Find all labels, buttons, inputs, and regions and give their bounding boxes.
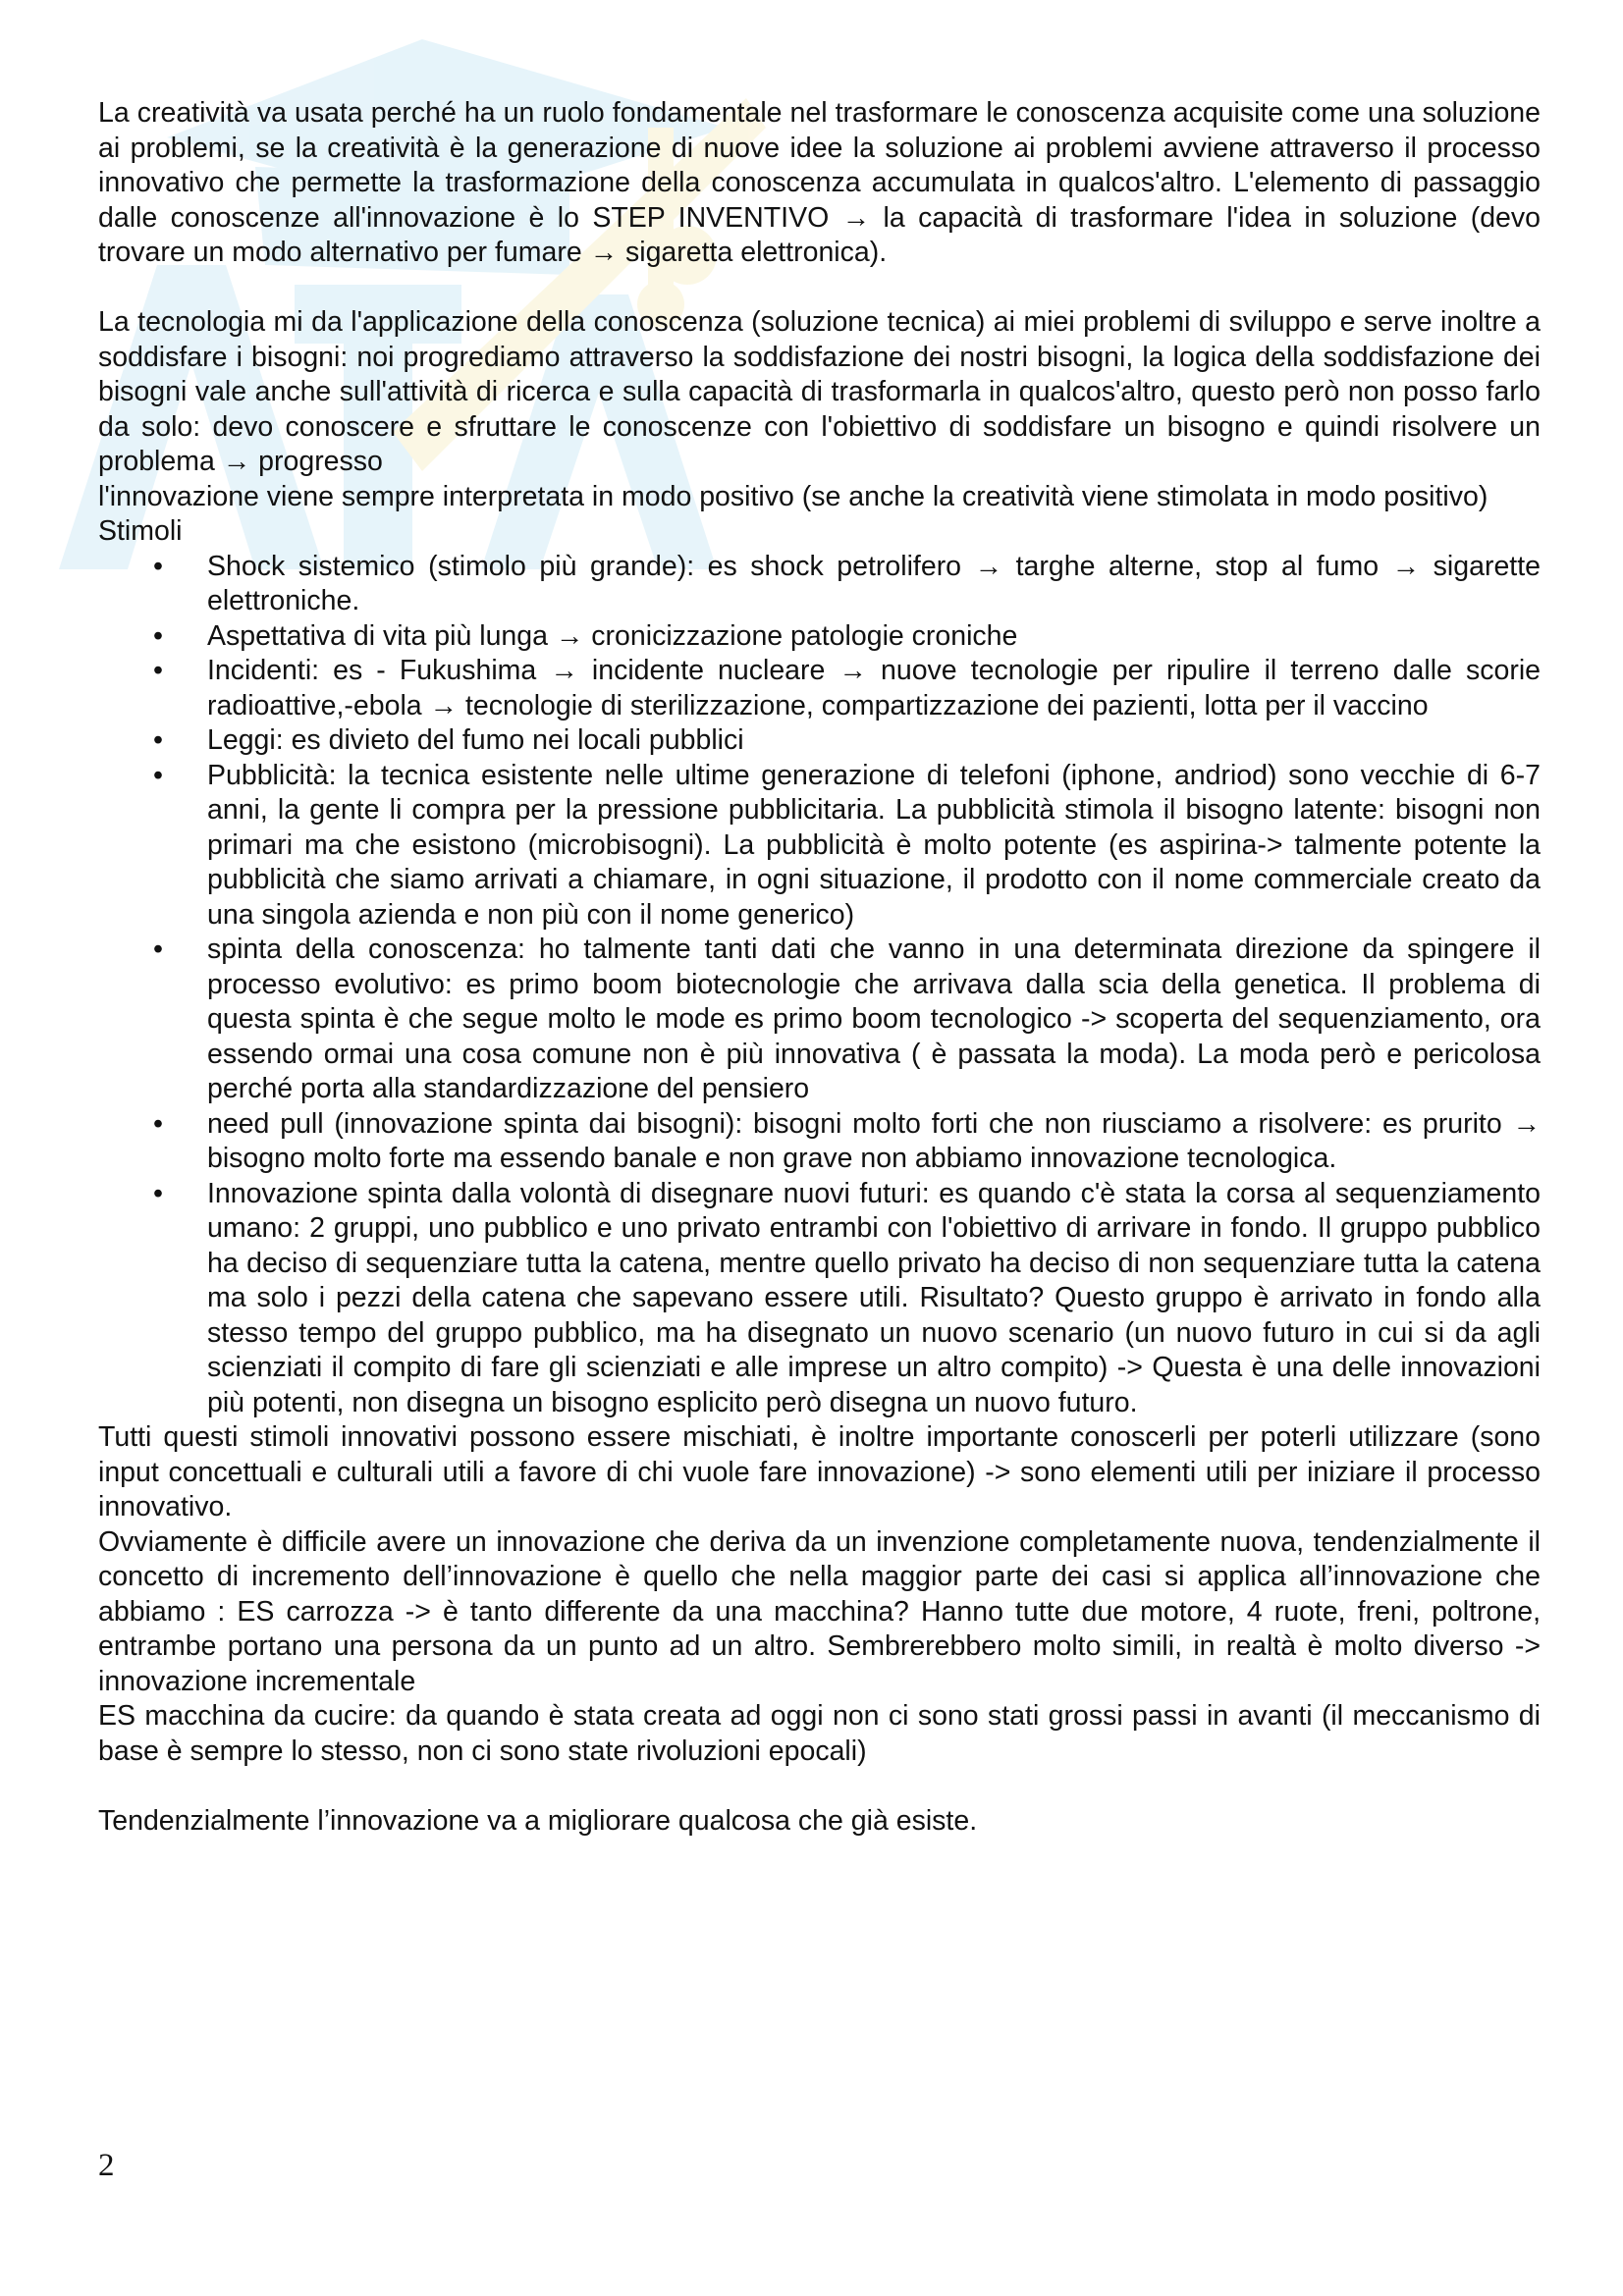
list-item-text: need pull (innovazione spinta dai bisogni): bisogni molto forti che non riusciamo a risolvere: es prurito → bisogno molto forte ma essendo banale e non grave non abbiamo innovazione tecnologica. — [207, 1107, 1541, 1174]
list-item-text: Aspettativa di vita più lunga → cronicizzazione patologie croniche — [207, 619, 1018, 652]
bullet-icon: • — [153, 1177, 163, 1209]
bullet-icon: • — [153, 934, 163, 965]
paragraph-incremental: Ovviamente è difficile avere un innovazione che deriva da un invenzione completamente nuova, tendenzialmente il concetto di incremento dell’innovazione è quello che nella maggior parte dei casi si applica all’innovazione che abbiamo : ES carrozza -> è tanto differente da una macchina? Hanno tutte due motore, 4 ruote, freni, poltrone, entrambe portano una persona da un punto ad un altro. Sembrerebbero molto simili, in realtà è molto diverso -> innovazione incrementale — [98, 1525, 1541, 1697]
paragraph-innovation-positive: l'innovazione viene sempre interpretata in modo positivo (se anche la creatività viene stimolata in modo positivo) — [98, 480, 1488, 512]
page-number: 2 — [98, 2148, 115, 2183]
bullet-icon: • — [153, 619, 163, 652]
bullet-icon: • — [153, 759, 163, 791]
list-item — [98, 759, 1541, 934]
list-item — [98, 1177, 1541, 1421]
list-item-text: Pubblicità: la tecnica esistente nelle ultime generazione di telefoni (iphone, andriod) sono vecchie di 6-7 anni, la gente li compra per la pressione pubblicitaria. La pubblicità stimola il bisogno latente: bisogni non primari ma che esistono (microbisogni). La pubblicità è molto potente (es aspirina-> talmente potente la pubblicità che siamo arrivati a chiamare, in ogni situazione, il prodotto con il nome commerciale creato da una singola azienda e non più con il nome generico) — [207, 759, 1541, 931]
list-item-text: Shock sistemico (stimolo più grande): es shock petrolifero → targhe alterne, stop al fumo → sigarette elettroniche. — [207, 550, 1541, 616]
paragraph-technology: La tecnologia mi da l'applicazione della conoscenza (soluzione tecnica) ai miei problemi di sviluppo e serve inoltre a soddisfare i bisogni: noi progrediamo attraverso la soddisfazione dei nostri bisogni, la logica della soddisfazione dei bisogni vale anche sull'attività di ricerca e sulla capacità di trasformarla in qualcos'altro, questo però non posso farlo da solo: devo conoscere e sfruttare le conoscenze con l'obiettivo di soddisfare un bisogno e quindi risolvere un problema → progresso — [98, 306, 1541, 477]
list-item — [98, 550, 1541, 619]
bullet-icon: • — [153, 550, 163, 582]
paragraph-stimuli-mixed: Tutti questi stimoli innovativi possono essere mischiati, è inoltre importante conoscerli per poterli utilizzare (sono input concettuali e culturali utili a favore di chi vuole fare innovazione) -> sono elementi utili per iniziare il processo innovativo. — [98, 1421, 1541, 1522]
stimuli-heading: Stimoli — [98, 515, 183, 547]
list-item-text: Leggi: es divieto del fumo nei locali pubblici — [207, 724, 744, 756]
paragraph-creativity: La creatività va usata perché ha un ruolo fondamentale nel trasformare le conoscenza acquisite come una soluzione ai problemi, se la creatività è la generazione di nuove idee la soluzione ai problemi avviene attraverso il processo innovativo che permette la trasformazione della conoscenza accumulata in qualcos'altro. L'elemento di passaggio dalle conoscenze all'innovazione è lo STEP INVENTIVO → la capacità di trasformare l'idea in soluzione (devo trovare un modo alternativo per fumare → sigaretta elettronica). — [98, 97, 1541, 268]
paragraph-sewing-machine: ES macchina da cucire: da quando è stata creata ad oggi non ci sono stati grossi passi in avanti (il meccanismo di base è sempre lo stesso, non ci sono state rivoluzioni epocali) — [98, 1700, 1541, 1767]
list-item — [98, 619, 1541, 655]
bullet-icon: • — [153, 724, 163, 756]
bullet-icon: • — [153, 1107, 163, 1140]
list-item-text: Incidenti: es - Fukushima → incidente nucleare → nuove tecnologie per ripulire il terreno dalle scorie radioattive,-ebola → tecnologie di sterilizzazione, compartizzazione dei pazienti, lotta per il vaccino — [207, 655, 1541, 721]
list-item — [98, 723, 1541, 759]
list-item — [98, 933, 1541, 1107]
paragraph-gap — [98, 1769, 1541, 1804]
paragraph-gap — [98, 271, 1541, 306]
bullet-icon: • — [153, 655, 163, 686]
list-item — [98, 1107, 1541, 1177]
list-item-text: spinta della conoscenza: ho talmente tanti dati che vanno in una determinata direzione da spingere il processo evolutivo: es primo boom biotecnologie che arrivava dalla scia della genetica. Il problema di questa spinta è che segue molto le mode es primo boom tecnologico -> scoperta del sequenziamento, ora essendo ormai una cosa comune non è più innovativa ( è passata la moda). La moda però e pericolosa perché porta alla standardizzazione del pensiero — [207, 934, 1541, 1104]
list-item — [98, 654, 1541, 723]
page-content — [98, 96, 1541, 1839]
stimuli-list — [98, 550, 1541, 1421]
paragraph-conclusion: Tendenzialmente l’innovazione va a migliorare qualcosa che già esiste. — [98, 1804, 978, 1837]
list-item-text: Innovazione spinta dalla volontà di disegnare nuovi futuri: es quando c'è stata la corsa al sequenziamento umano: 2 gruppi, uno pubblico e uno privato entrambi con l'obiettivo di arrivare in fondo. Il gruppo pubblico ha deciso di sequenziare tutta la catena, mentre quello privato ha deciso di non sequenziare tutta la catena ma solo i pezzi della catena che sapevano essere utili. Risultato? Questo gruppo è arrivato in fondo alla stesso tempo del gruppo pubblico, ma ha disegnato un nuovo scenario (un nuovo futuro in cui si da agli scienziati il compito di fare gli scienziati e alle imprese un altro compito) -> Questa è una delle innovazioni più potenti, non disegna un bisogno esplicito però disegna un nuovo futuro. — [207, 1177, 1541, 1418]
